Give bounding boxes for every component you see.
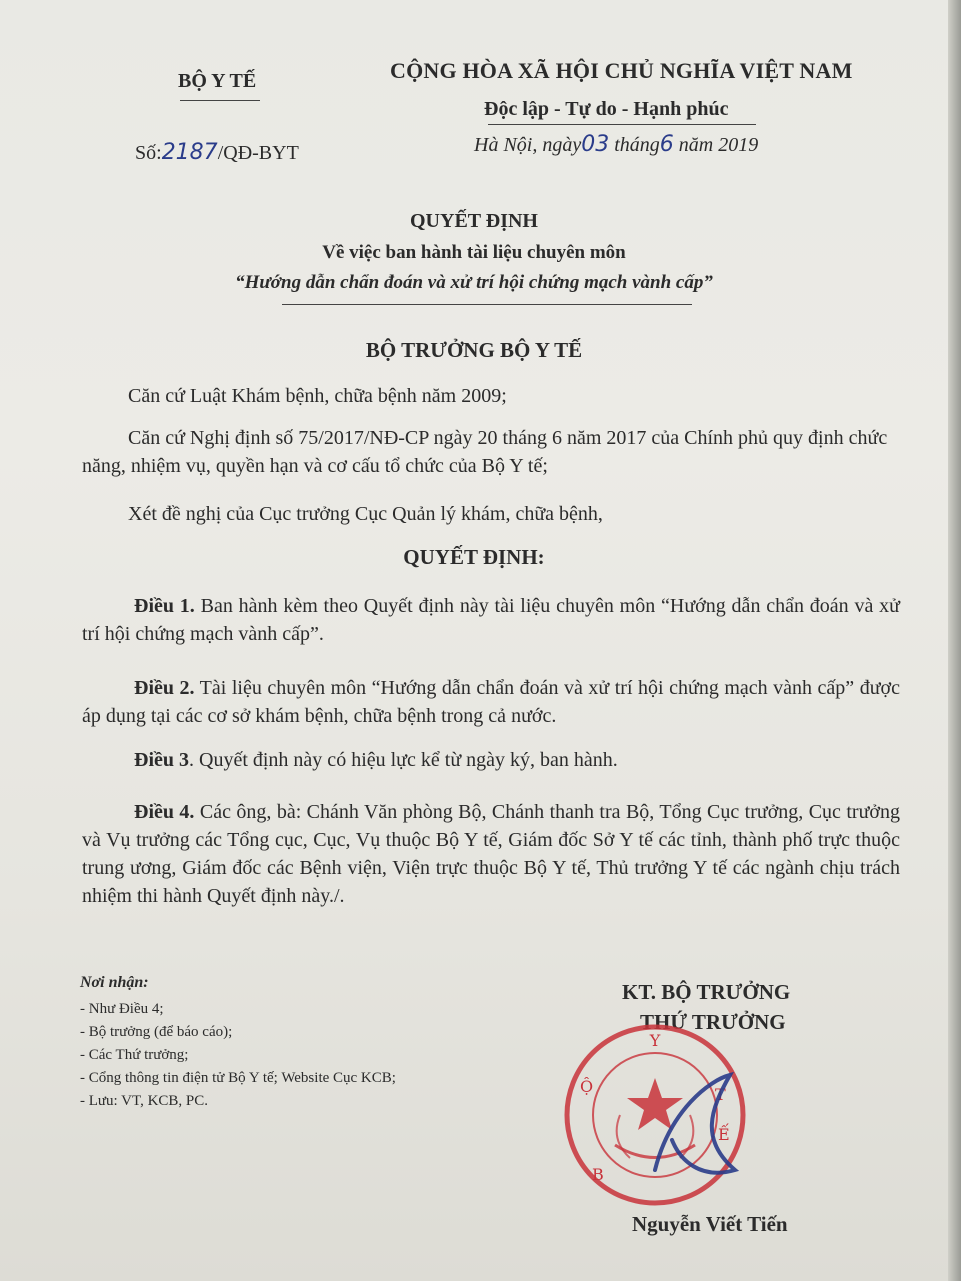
number-prefix: Số: bbox=[135, 142, 162, 164]
article-1 bbox=[82, 592, 900, 648]
svg-text:B: B bbox=[592, 1165, 604, 1184]
article-4-label: Điều 4. bbox=[134, 801, 195, 823]
recipient-item: - Bộ trưởng (để báo cáo); bbox=[80, 1024, 233, 1040]
recipient-item: - Lưu: VT, KCB, PC. bbox=[80, 1093, 209, 1109]
handwritten-month: 6 bbox=[659, 132, 674, 157]
article-3 bbox=[82, 746, 900, 774]
subject-line-1: Về việc ban hành tài liệu chuyên môn bbox=[322, 242, 626, 263]
article-1-text: Ban hành kèm theo Quyết định này tài liệu chuyên môn “Hướng dẫn chẩn đoán và xử trí hội chứng mạch vành cấp”. bbox=[82, 595, 901, 645]
place-prefix: Hà Nội, ngày bbox=[474, 134, 582, 156]
recipients-list bbox=[80, 998, 396, 1113]
svg-text:Y: Y bbox=[649, 1031, 661, 1050]
official-seal-icon bbox=[560, 1020, 750, 1210]
article-3-text: . Quyết định này có hiệu lực kể từ ngày ký, ban hành. bbox=[189, 749, 618, 771]
document-number bbox=[135, 140, 299, 165]
issuing-agency: BỘ Y TẾ bbox=[178, 70, 257, 92]
page-edge bbox=[948, 0, 961, 1281]
recipient-item: - Như Điều 4; bbox=[80, 1001, 164, 1017]
article-2-label: Điều 2. bbox=[134, 677, 195, 699]
svg-text:T: T bbox=[715, 1085, 726, 1104]
svg-text:Ộ: Ộ bbox=[580, 1077, 594, 1096]
article-4 bbox=[82, 798, 900, 910]
subject-line-2: “Hướng dẫn chẩn đoán và xử trí hội chứng mạch vành cấp” bbox=[235, 272, 713, 293]
signer-name: Nguyễn Viết Tiến bbox=[632, 1212, 788, 1236]
signature-title-2: THỨ TRƯỞNG bbox=[640, 1010, 786, 1034]
subject-underline bbox=[282, 304, 692, 305]
article-3-label: Điều 3 bbox=[134, 749, 189, 771]
article-2-text: Tài liệu chuyên môn “Hướng dẫn chẩn đoán và xử trí hội chứng mạch vành cấp” được áp dụng tại các cơ sở khám bệnh, chữa bệnh trong cả nước. bbox=[82, 677, 900, 727]
handwritten-number: 2187 bbox=[161, 140, 218, 165]
svg-text:Ế: Ế bbox=[718, 1125, 730, 1144]
place-date bbox=[474, 132, 758, 157]
article-1-label: Điều 1. bbox=[134, 595, 195, 617]
recipient-item: - Cổng thông tin điện tử Bộ Y tế; Website Cục KCB; bbox=[80, 1070, 396, 1086]
recipient-item: - Các Thứ trưởng; bbox=[80, 1047, 189, 1063]
preamble-2: Căn cứ Nghị định số 75/2017/NĐ-CP ngày 20 tháng 6 năm 2017 của Chính phủ quy định chức năng, nhiệm vụ, quyền hạn và cơ cấu tổ chức của Bộ Y tế; bbox=[82, 427, 888, 477]
handwritten-day: 03 bbox=[581, 132, 610, 157]
recipients-title: Nơi nhận: bbox=[80, 974, 149, 991]
signature-title-1: KT. BỘ TRƯỞNG bbox=[622, 980, 791, 1004]
year-label: năm 2019 bbox=[678, 134, 759, 156]
motto-underline bbox=[488, 124, 756, 125]
national-title: CỘNG HÒA XÃ HỘI CHỦ NGHĨA VIỆT NAM bbox=[390, 58, 853, 83]
article-2 bbox=[82, 674, 900, 730]
agency-underline bbox=[180, 100, 260, 101]
number-suffix: /QĐ-BYT bbox=[217, 142, 299, 164]
month-label: tháng bbox=[614, 134, 660, 156]
preamble-3: Xét đề nghị của Cục trưởng Cục Quản lý khám, chữa bệnh, bbox=[128, 503, 603, 525]
article-4-text: Các ông, bà: Chánh Văn phòng Bộ, Chánh thanh tra Bộ, Tổng Cục trưởng, Cục trưởng và Vụ trưởng các Tổng cục, Cục, Vụ thuộc Bộ Y tế, Giám đốc Sở Y tế các tỉnh, thành phố trực thuộc trung ương, Giám đốc các Bệnh viện, Viện trực thuộc Bộ Y tế, Thủ trưởng Y tế các ngành chịu trách nhiệm thi hành Quyết định này./. bbox=[82, 801, 901, 907]
issuing-authority: BỘ TRƯỞNG BỘ Y TẾ bbox=[365, 338, 583, 362]
preamble-1: Căn cứ Luật Khám bệnh, chữa bệnh năm 2009; bbox=[128, 385, 507, 407]
decision-heading: QUYẾT ĐỊNH: bbox=[403, 545, 545, 569]
document-type-heading: QUYẾT ĐỊNH bbox=[410, 210, 538, 232]
national-motto: Độc lập - Tự do - Hạnh phúc bbox=[484, 98, 729, 120]
